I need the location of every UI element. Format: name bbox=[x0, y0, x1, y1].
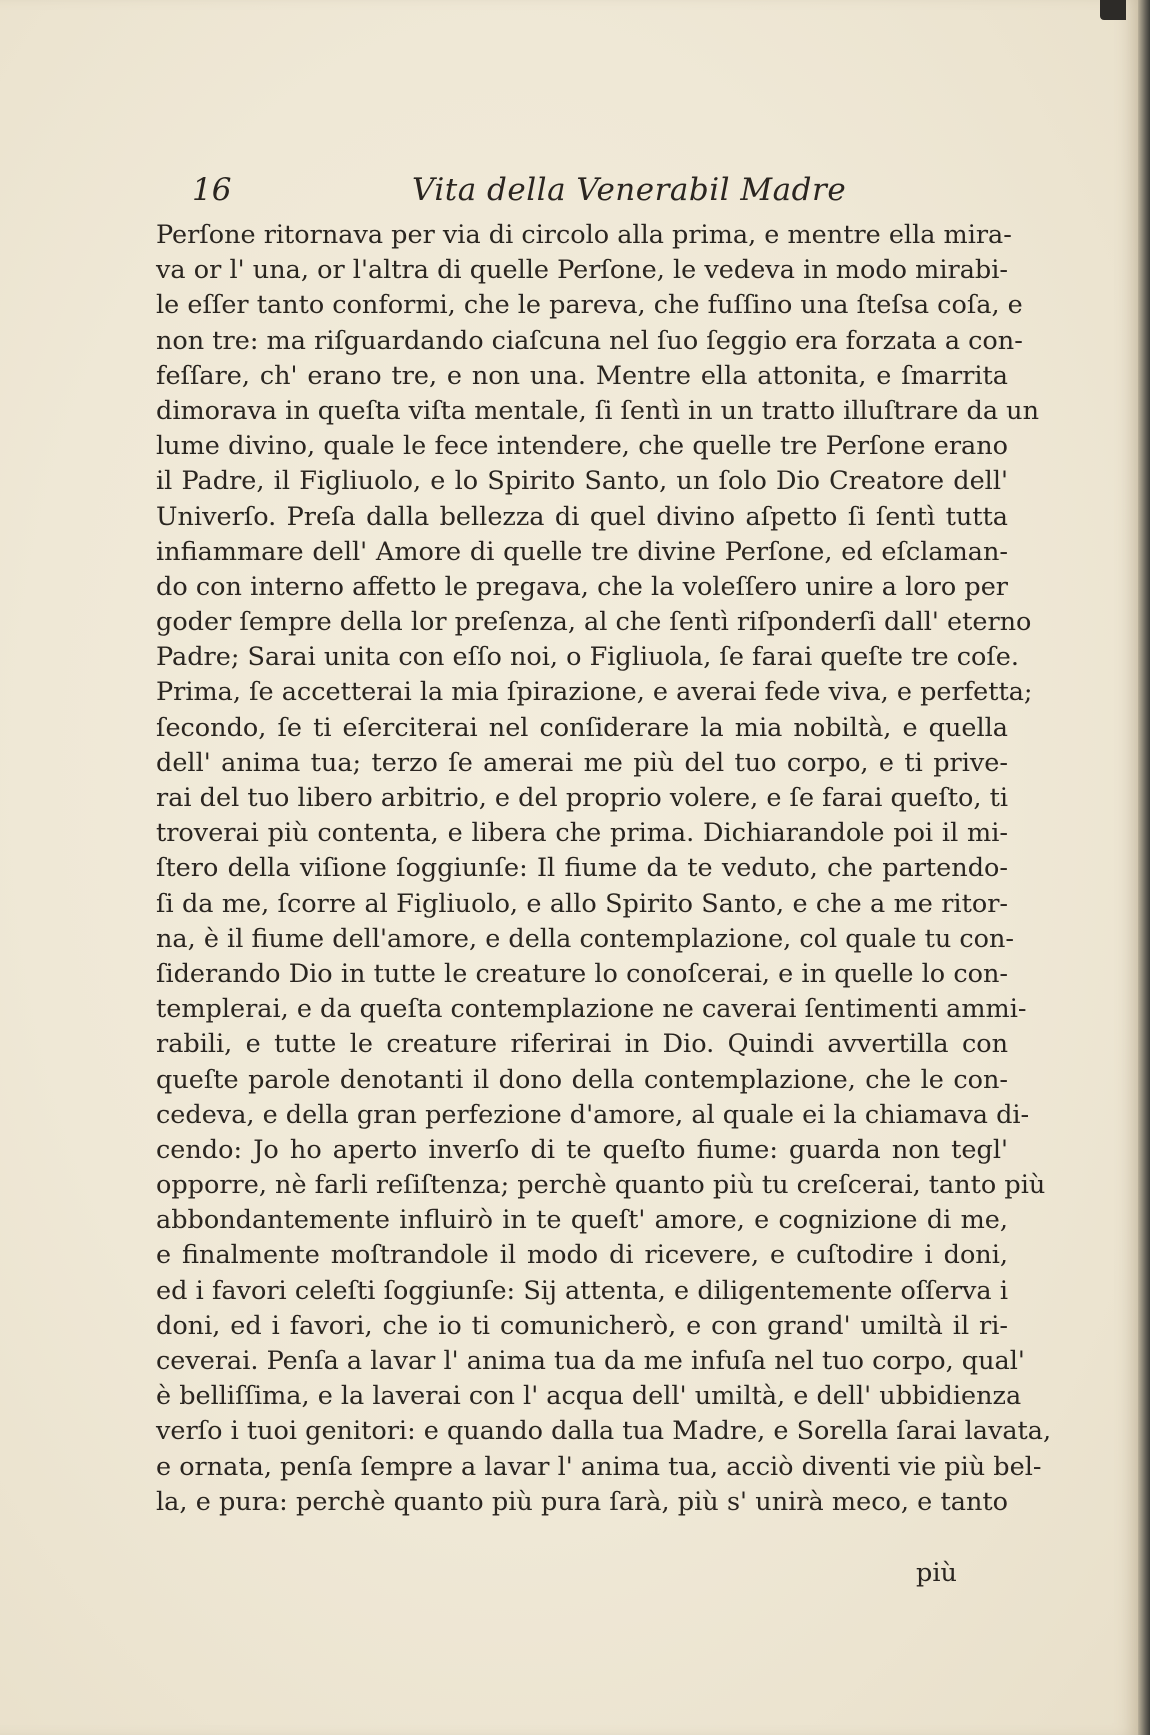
text-line: Univerſo. Preſa dalla bellezza di quel divino aſpetto ſi ſentì tutta bbox=[156, 501, 1008, 532]
text-line: feſſare, ch' erano tre, e non una. Mentre ella attonita, e ſmarrita bbox=[156, 360, 1008, 391]
text-line: la, e pura: perchè quanto più pura ſarà, più s' unirà meco, e tanto bbox=[156, 1486, 1008, 1517]
text-line: abbondantemente influirò in te queſt' amore, e cognizione di me, bbox=[156, 1205, 1008, 1236]
text-line: opporre, nè farli reſiſtenza; perchè quanto più tu creſcerai, tanto più bbox=[156, 1170, 1046, 1201]
text-line: dimorava in queſta viſta mentale, ſi ſentì in un tratto illuſtrare da un bbox=[156, 395, 1040, 426]
text-line: goder ſempre della lor preſenza, al che ſentì riſponderſi dall' eterno bbox=[156, 607, 1032, 638]
text-line: ſiderando Dio in tutte le creature lo conoſcerai, e in quelle lo con- bbox=[156, 958, 1008, 989]
text-line: va or l' una, or l'altra di quelle Perſone, le vedeva in modo mirabi- bbox=[156, 255, 1008, 286]
body-text bbox=[156, 218, 1052, 1520]
text-line: Padre; Sarai unita con eſſo noi, o Figliuola, ſe farai queſte tre coſe. bbox=[156, 642, 1019, 673]
text-line: do con interno affetto le pregava, che la voleſſero unire a loro per bbox=[156, 571, 1008, 602]
text-line: templerai, e da queſta contemplazione ne caverai ſentimenti ammi- bbox=[156, 994, 1027, 1025]
text-line: lume divino, quale le fece intendere, che quelle tre Perſone erano bbox=[156, 431, 1008, 462]
page-number: 16 bbox=[192, 172, 232, 208]
page-corner-shadow bbox=[1100, 0, 1126, 20]
page-edge bbox=[1138, 0, 1150, 1735]
text-line: ſtero della viſione ſoggiunſe: Il fiume da te veduto, che partendo- bbox=[156, 853, 1008, 884]
text-line: ed i favori celeſti ſoggiunſe: Sij attenta, e diligentemente oſſerva i bbox=[156, 1275, 1008, 1306]
text-line: ceverai. Penſa a lavar l' anima tua da me infuſa nel tuo corpo, qual' bbox=[156, 1346, 1025, 1376]
text-line: na, è il fiume dell'amore, e della contemplazione, col quale tu con- bbox=[156, 923, 1015, 954]
text-line: queſte parole denotanti il dono della contemplazione, che le con- bbox=[156, 1064, 1008, 1095]
text-line: e finalmente moſtrandole il modo di ricevere, e cuſtodire i doni, bbox=[156, 1240, 1008, 1271]
text-line: doni, ed i favori, che io ti comunicherò, e con grand' umiltà il ri- bbox=[156, 1310, 1008, 1341]
text-line: Prima, ſe accetterai la mia ſpirazione, e averai fede viva, e perfetta; bbox=[156, 677, 1033, 708]
text-line: ſi da me, ſcorre al Figliuolo, e allo Spirito Santo, e che a me ritor- bbox=[156, 888, 1008, 919]
text-line: e ornata, penſa ſempre a lavar l' anima tua, acciò diventi vie più bel- bbox=[156, 1451, 1042, 1482]
text-line: Perſone ritornava per via di circolo alla prima, e mentre ella mira- bbox=[156, 220, 1012, 250]
text-line: cendo: Jo ho aperto inverſo di te queſto fiume: guarda non tegl' bbox=[156, 1134, 1008, 1165]
text-line: le eſſer tanto conformi, che le pareva, che fuſſino una ſteſsa coſa, e bbox=[156, 290, 1023, 321]
text-line: è belliſſima, e la laverai con l' acqua dell' umiltà, e dell' ubbidienza bbox=[156, 1381, 1022, 1412]
text-line: non tre: ma riſguardando ciaſcuna nel ſuo ſeggio era forzata a con- bbox=[156, 325, 1023, 356]
text-line: cedeva, e della gran perfezione d'amore, al quale ei la chiamava di- bbox=[156, 1099, 1030, 1130]
running-title: Vita della Venerabil Madre bbox=[412, 172, 847, 208]
text-line: verſo i tuoi genitori: e quando dalla tua Madre, e Sorella ſarai lavata, bbox=[156, 1416, 1052, 1447]
text-line: rai del tuo libero arbitrio, e del proprio volere, e ſe farai queſto, ti bbox=[156, 783, 1008, 813]
text-line: il Padre, il Figliuolo, e lo Spirito Santo, un ſolo Dio Creatore dell' bbox=[156, 466, 1008, 497]
text-line: rabili, e tutte le creature riferirai in Dio. Quindi avvertilla con bbox=[156, 1029, 1008, 1060]
text-line: infiammare dell' Amore di quelle tre divine Perſone, ed eſclaman- bbox=[156, 536, 1008, 567]
page-header bbox=[192, 172, 992, 218]
catchword: più bbox=[916, 1558, 957, 1588]
text-line: ſecondo, ſe ti eſerciterai nel conſiderare la mia nobiltà, e quella bbox=[156, 712, 1008, 743]
text-line: dell' anima tua; terzo ſe amerai me più del tuo corpo, e ti prive- bbox=[156, 747, 1008, 778]
text-line: troverai più contenta, e libera che prima. Dichiarandole poi il mi- bbox=[156, 818, 1008, 849]
